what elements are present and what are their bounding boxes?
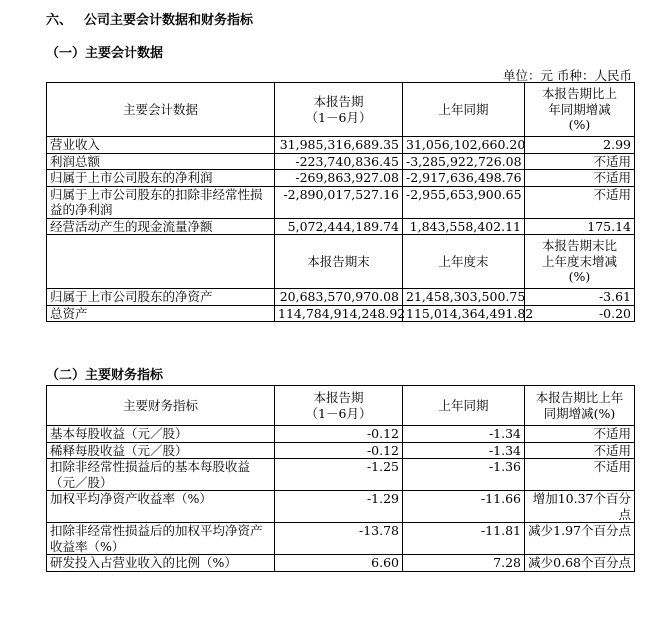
row-label: 稀释每股收益（元／股）	[47, 442, 275, 459]
table-row	[47, 491, 635, 523]
table-row	[47, 289, 635, 306]
table-row	[47, 137, 635, 154]
header-cell: 本报告期 （1－6月）	[275, 83, 403, 137]
value-cell: -1.34	[403, 426, 525, 443]
row-label: 研发投入占营业收入的比例（%）	[47, 555, 275, 572]
change-cell: -3.61	[525, 289, 635, 306]
value-cell: 7.28	[403, 555, 525, 572]
table-row	[47, 426, 635, 443]
header-cell: 主要会计数据	[47, 83, 275, 137]
row-label: 加权平均净资产收益率（%）	[47, 491, 275, 523]
row-label: 经营活动产生的现金流量净额	[47, 218, 275, 235]
header-cell: 主要财务指标	[47, 386, 275, 426]
header-cell: 本报告期比上 年同期增减 (%)	[525, 83, 635, 137]
change-cell: 不适用	[525, 170, 635, 187]
value-cell: -269,863,927.08	[275, 170, 403, 187]
row-label: 利润总额	[47, 153, 275, 170]
value-cell: 31,985,316,689.35	[275, 137, 403, 154]
header-cell: 上年度末	[403, 235, 525, 289]
header-cell: 本报告期比上年 同期增减(%)	[525, 386, 635, 426]
value-cell: -1.29	[275, 491, 403, 523]
part1-heading: （一）主要会计数据	[46, 46, 164, 61]
row-label: 归属于上市公司股东的净利润	[47, 170, 275, 187]
change-cell: 不适用	[525, 426, 635, 443]
header-cell: 本报告期 （1－6月）	[275, 386, 403, 426]
value-cell: 1,843,558,402.11	[403, 218, 525, 235]
value-cell: -13.78	[275, 523, 403, 555]
change-cell: 增加10.37个百分点	[525, 491, 635, 523]
value-cell: 31,056,102,660.20	[403, 137, 525, 154]
value-cell: 114,784,914,248.92	[275, 305, 403, 322]
financial-indicators-table	[46, 385, 635, 572]
part2-heading: （二）主要财务指标	[46, 368, 164, 383]
row-label: 扣除非经常性损益后的基本每股收益（元／股）	[47, 459, 275, 491]
table-row	[47, 305, 635, 322]
value-cell: -1.36	[403, 459, 525, 491]
change-cell: 减少0.68个百分点	[525, 555, 635, 572]
header-cell: 上年同期	[403, 83, 525, 137]
unit-line: 单位：元 币种：人民币	[503, 68, 632, 83]
empty-cell	[47, 235, 275, 289]
value-cell: 115,014,364,491.82	[403, 305, 525, 322]
value-cell: -0.12	[275, 426, 403, 443]
value-cell: -11.81	[403, 523, 525, 555]
change-cell: 不适用	[525, 186, 635, 218]
row-label: 归属于上市公司股东的净资产	[47, 289, 275, 306]
table-row	[47, 170, 635, 187]
header-cell: 本报告期末	[275, 235, 403, 289]
row-label: 总资产	[47, 305, 275, 322]
row-label: 归属于上市公司股东的扣除非经常性损益的净利润	[47, 186, 275, 218]
row-label: 营业收入	[47, 137, 275, 154]
value-cell: 5,072,444,189.74	[275, 218, 403, 235]
value-cell: -1.34	[403, 442, 525, 459]
change-cell: 不适用	[525, 459, 635, 491]
value-cell: -0.12	[275, 442, 403, 459]
table-row	[47, 523, 635, 555]
value-cell: 6.60	[275, 555, 403, 572]
table-row	[47, 442, 635, 459]
accounting-data-table	[46, 82, 635, 322]
table-row	[47, 153, 635, 170]
value-cell: 20,683,570,970.08	[275, 289, 403, 306]
change-cell: 2.99	[525, 137, 635, 154]
value-cell: -2,955,653,900.65	[403, 186, 525, 218]
change-cell: 不适用	[525, 153, 635, 170]
value-cell: 21,458,303,500.75	[403, 289, 525, 306]
change-cell: 减少1.97个百分点	[525, 523, 635, 555]
value-cell: -11.66	[403, 491, 525, 523]
table-row	[47, 555, 635, 572]
change-cell: -0.20	[525, 305, 635, 322]
value-cell: -2,890,017,527.16	[275, 186, 403, 218]
table-row	[47, 186, 635, 218]
value-cell: -3,285,922,726.08	[403, 153, 525, 170]
section-title: 公司主要会计数据和财务指标	[84, 13, 254, 28]
value-cell: -2,917,636,498.76	[403, 170, 525, 187]
section-number: 六、	[46, 13, 73, 28]
header-cell: 上年同期	[403, 386, 525, 426]
header-cell: 本报告期末比 上年度末增减 (%)	[525, 235, 635, 289]
change-cell: 不适用	[525, 442, 635, 459]
section-heading	[46, 9, 253, 28]
value-cell: -1.25	[275, 459, 403, 491]
value-cell: -223,740,836.45	[275, 153, 403, 170]
row-label: 扣除非经常性损益后的加权平均净资产收益率（%）	[47, 523, 275, 555]
row-label: 基本每股收益（元／股）	[47, 426, 275, 443]
table-row	[47, 218, 635, 235]
change-cell: 175.14	[525, 218, 635, 235]
table-row	[47, 459, 635, 491]
